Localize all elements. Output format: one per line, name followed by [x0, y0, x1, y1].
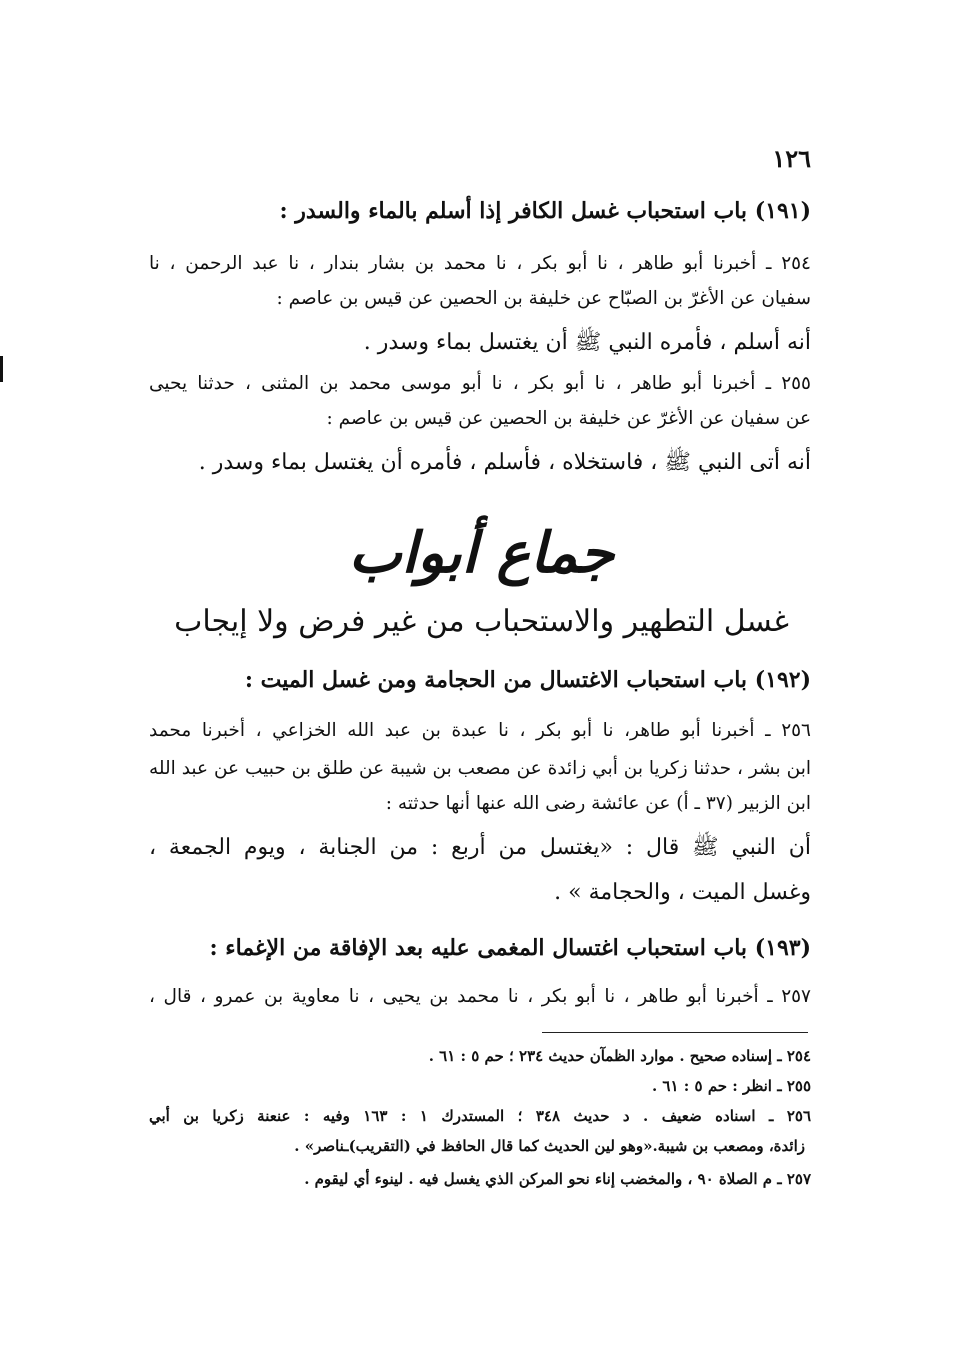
footnote-separator: [542, 1032, 808, 1033]
jimaa-abwab-title: جماع أبواب: [348, 520, 615, 586]
scan-edge-mark: [0, 356, 3, 382]
page-number: ١٢٦: [772, 144, 811, 173]
hadith-255-isnad-line-1: ٢٥٥ ـ أخبرنا أبو طاهر ، نا أبو بكر ، نا أبو موسى محمد بن المثنى ، حدثنا يحيى: [149, 373, 811, 394]
footnote-256-line-2: زائدة، ومصعب بن شيبة.«وهو لين الحديث كما قال الحافظ في (التقريب)ـناصر» .: [294, 1137, 805, 1155]
footnote-257: ٢٥٧ ـ م الصلاة ٩٠ ، والمخضب إناء نحو المركن الذي يغسل فيه . لينوء أي ليقوم .: [304, 1170, 811, 1188]
hadith-256-isnad-line-2: ابن بشر ، حدثنا زكريا بن أبي زائدة عن مصعب بن شيبة عن طلق بن حبيب عن عبد الله: [149, 758, 811, 779]
footnote-256-line-1: ٢٥٦ ـ اسناده ضعيف . د حديث ٣٤٨ ؛ المستدرك ١ : ١٦٣ وفيه : عنعنة زكريا بن أبي: [149, 1107, 811, 1125]
hadith-254-matn: أنه أسلم ، فأمره النبي ﷺ أن يغتسل بماء وسدر .: [363, 330, 811, 355]
hadith-256-matn-line-2: وغسل الميت ، والحجامة » .: [554, 880, 811, 905]
chapter-heading-191: (١٩١) باب استحباب غسل الكافر إذا أسلم بالماء والسدر :: [279, 198, 811, 224]
hadith-255-isnad-line-2: عن سفيان عن الأغرّ عن خليفة بن الحصين عن قيس بن عاصم :: [326, 408, 811, 429]
hadith-257-isnad-line-1: ٢٥٧ ـ أخبرنا أبو طاهر ، نا أبو بكر ، نا محمد بن يحيى ، نا معاوية بن عمرو ، قال ،: [149, 986, 811, 1007]
jimaa-abwab-subtitle: غسل التطهير والاستحباب من غير فرض ولا إيجاب: [174, 604, 789, 639]
footnote-255: ٢٥٥ ـ انظر : حم ٥ : ٦١ .: [651, 1077, 811, 1095]
chapter-heading-192: (١٩٢) باب استحباب الاغتسال من الحجامة ومن غسل الميت :: [244, 667, 811, 693]
hadith-256-matn-line-1: أن النبي ﷺ قال : «يغتسل من أربع : من الجنابة ، ويوم الجمعة ،: [149, 835, 811, 860]
hadith-256-isnad-line-3: ابن الزبير (٣٧ ـ أ) عن عائشة رضى الله عنها أنها حدثته :: [385, 793, 811, 814]
chapter-heading-193: (١٩٣) باب استحباب اغتسال المغمى عليه بعد الإفاقة من الإغماء :: [209, 935, 811, 961]
hadith-255-matn: أنه أتى النبي ﷺ ، فاستخلاه ، فأسلم ، فأمره أن يغتسل بماء وسدر .: [198, 450, 811, 475]
hadith-256-isnad-line-1: ٢٥٦ ـ أخبرنا أبو طاهر، نا أبو بكر ، نا عبدة بن عبد الله الخزاعي ، أخبرنا محمد: [149, 720, 811, 741]
footnote-254: ٢٥٤ ـ إسناده صحيح . موارد الظمآن حديث ٢٣٤ ؛ حم ٥ : ٦١ .: [428, 1047, 811, 1065]
hadith-254-isnad-line-2: سفيان عن الأغرّ بن الصبّاح عن خليفة بن الحصين عن قيس بن عاصم :: [276, 288, 811, 309]
hadith-254-isnad-line-1: ٢٥٤ ـ أخبرنا أبو طاهر ، نا أبو بكر ، نا محمد بن بشار بندار ، نا عبد الرحمن ، نا: [149, 253, 811, 274]
